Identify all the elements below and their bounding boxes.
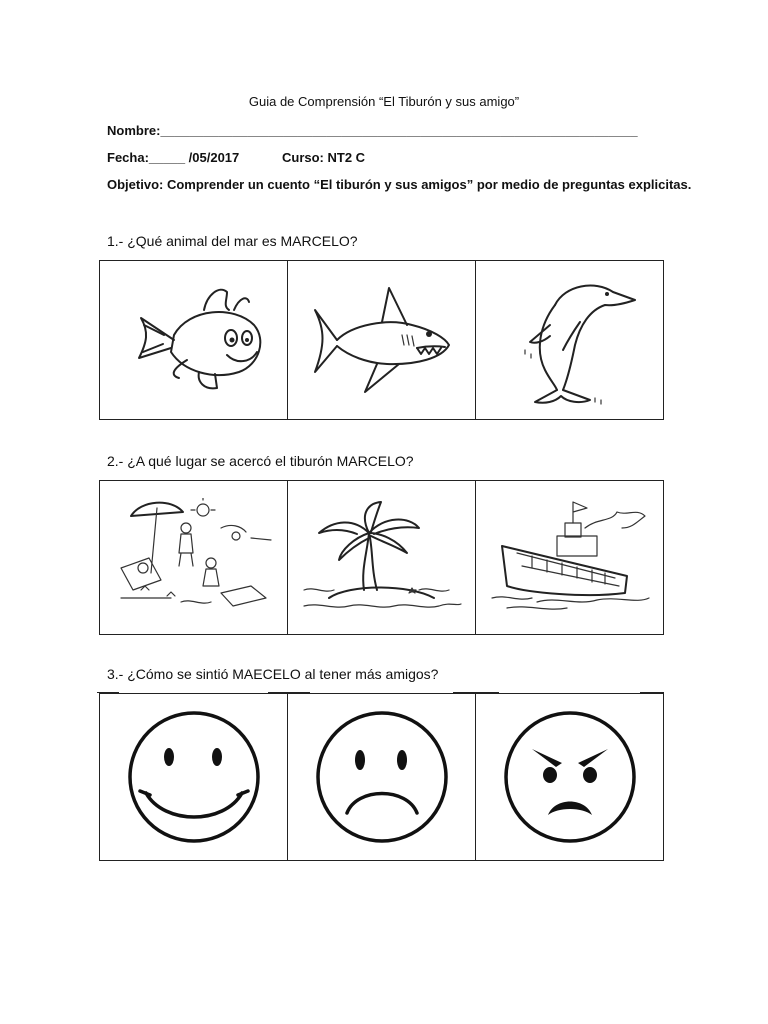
objetivo-text: Objetivo: Comprender un cuento “El tiburón y sus amigos” por medio de preguntas explicitas. — [107, 177, 692, 192]
fecha-field[interactable]: Fecha:_____ /05/2017 — [107, 150, 240, 165]
question-2-text: 2.- ¿A qué lugar se acercó el tiburón MARCELO? — [107, 453, 414, 469]
nombre-field[interactable]: Nombre:__________________________________________________________________ — [107, 123, 638, 138]
angry-face-icon — [500, 707, 640, 847]
option-beach[interactable] — [100, 481, 288, 634]
sad-face-icon — [312, 707, 452, 847]
ship-icon — [487, 498, 652, 618]
question-3-text: 3.- ¿Cómo se sintió MAECELO al tener más amigos? — [107, 666, 439, 682]
dolphin-icon — [495, 270, 645, 410]
happy-face-icon — [124, 707, 264, 847]
beach-icon — [111, 498, 276, 618]
option-angry[interactable] — [476, 694, 663, 860]
question-3-options — [99, 693, 664, 861]
page-title: Guia de Comprensión “El Tiburón y sus amigo” — [248, 94, 520, 109]
option-ship[interactable] — [476, 481, 663, 634]
option-sad[interactable] — [288, 694, 476, 860]
shark-icon — [307, 280, 457, 400]
curso-label: Curso: NT2 C — [282, 150, 366, 165]
option-fish[interactable] — [100, 261, 288, 419]
option-happy[interactable] — [100, 694, 288, 860]
question-1-options — [99, 260, 664, 420]
option-island[interactable] — [288, 481, 476, 634]
question-2-options — [99, 480, 664, 635]
option-shark[interactable] — [288, 261, 476, 419]
option-dolphin[interactable] — [476, 261, 663, 419]
question-1-text: 1.- ¿Qué animal del mar es MARCELO? — [107, 233, 358, 249]
island-icon — [299, 498, 464, 618]
fish-icon — [119, 280, 269, 400]
